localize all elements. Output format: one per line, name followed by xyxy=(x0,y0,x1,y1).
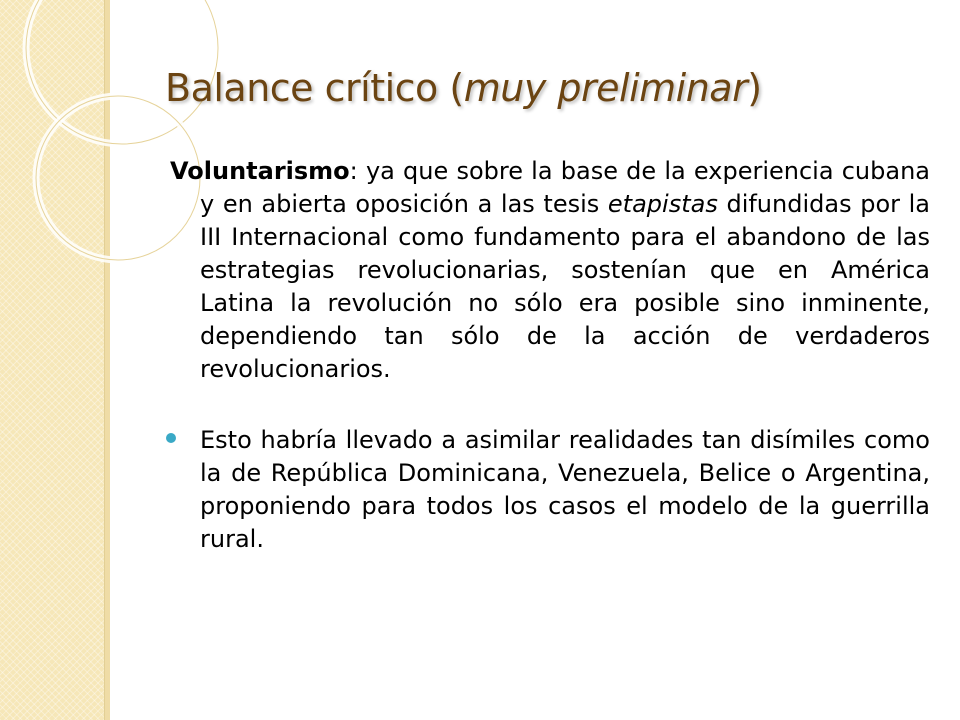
bullet-icon xyxy=(166,433,176,443)
paragraph-text-part-1: : ya que sobre la base de la experiencia cubana y en abierta oposición a las tesis xyxy=(200,157,930,218)
paragraph-text-part-2: difundidas por la III Internacional como fundamento para el abandono de las estrategias revolucionarias, sostenían que en América Latina la revolución no sólo era posible sino inminente, dependiendo tan sólo de la acción de verdaderos revolucionarios. xyxy=(200,190,930,383)
title-text-emphasis: muy preliminar xyxy=(463,66,748,110)
paragraph-voluntarismo xyxy=(170,155,930,386)
slide-body xyxy=(170,155,930,556)
title-text-after: ) xyxy=(747,66,762,110)
bullet-item-text: Esto habría llevado a asimilar realidades tan disímiles como la de República Dominicana, Venezuela, Belice o Argentina, proponiendo para todos los casos el modelo de la guerrilla rural. xyxy=(200,426,930,553)
slide-title xyxy=(165,66,762,110)
term-etapistas: etapistas xyxy=(607,190,718,218)
term-voluntarismo: Voluntarismo xyxy=(170,157,350,185)
title-text-before: Balance crítico ( xyxy=(165,66,464,110)
bullet-item xyxy=(170,424,930,556)
